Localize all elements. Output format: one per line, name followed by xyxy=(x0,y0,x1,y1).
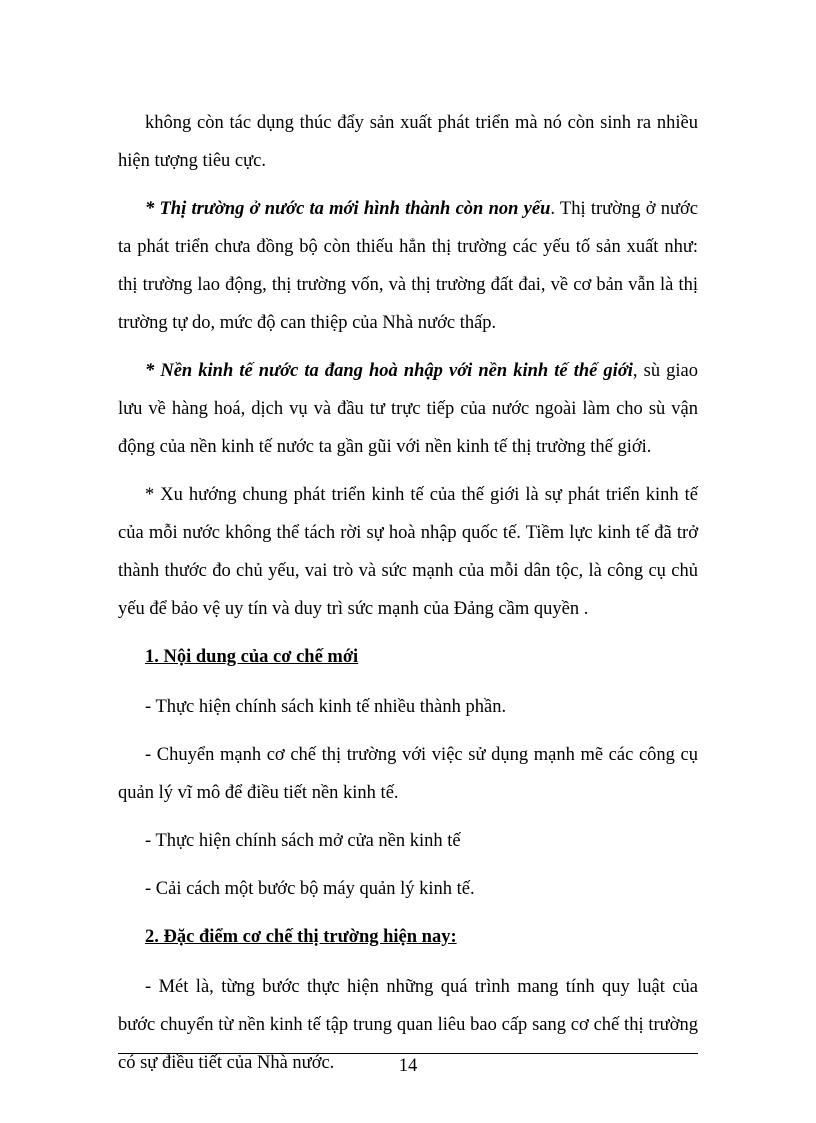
list-item: - Chuyển mạnh cơ chế thị trường với việc sử dụng mạnh mẽ các công cụ quản lý vĩ mô để điều tiết nền kinh tế. xyxy=(118,745,698,803)
paragraph-market-immature xyxy=(118,190,698,342)
emphasis-market-immature: * Thị trường ở nước ta mới hình thành còn non yếu xyxy=(145,199,551,219)
paragraph-market-immature-text: . Thị trường ở nước ta phát triển chưa đồng bộ còn thiếu hẳn thị trường các yếu tố sản xuất như: thị trường lao động, thị trường vốn, và thị trường đất đai, về cơ bản vẫn là thị trường tự do, mức độ can thiệp của Nhà nước thấp. xyxy=(118,199,698,333)
paragraph-continuation: không còn tác dụng thúc đẩy sản xuất phát triển mà nó còn sinh ra nhiều hiện tượng tiêu cực. xyxy=(118,113,698,171)
document-body xyxy=(118,104,698,1092)
paragraph-economy-integration-text: , sù giao lưu về hàng hoá, dịch vụ và đầu tư trực tiếp của nước ngoài làm cho sù vận động của nền kinh tế nước ta gần gũi với nền kinh tế thị trường thế giới. xyxy=(118,361,698,457)
list-item: - Thực hiện chính sách kinh tế nhiều thành phần. xyxy=(145,697,507,717)
emphasis-economy-integration: * Nền kinh tế nước ta đang hoà nhập với nền kinh tế thế giới xyxy=(145,361,633,381)
list-item: - Mét là, từng bước thực hiện những quá trình mang tính quy luật của bước chuyển từ nền kinh tế tập trung quan liêu bao cấp sang cơ chế thị trường có sự điều tiết của Nhà nước. xyxy=(118,977,698,1073)
paragraph-global-trend: * Xu hướng chung phát triển kinh tế của thế giới là sự phát triển kinh tế của mỗi nước không thể tách rời sự hoà nhập quốc tế. Tiềm lực kinh tế đã trở thành thước đo chủ yếu, vai trò và sức mạnh của mỗi dân tộc, là công cụ chủ yếu để bảo vệ uy tín và duy trì sức mạnh của Đảng cầm quyền . xyxy=(118,485,698,619)
section-heading-market-characteristics: 2. Đặc điểm cơ chế thị trường hiện nay: xyxy=(145,927,457,947)
list-item: - Cải cách một bước bộ máy quản lý kinh tế. xyxy=(145,879,475,899)
list-item: - Thực hiện chính sách mở cửa nền kinh tế xyxy=(145,831,461,851)
section-heading-new-mechanism: 1. Nội dung của cơ chế mới xyxy=(145,647,359,667)
paragraph-economy-integration xyxy=(118,352,698,466)
page-number: 14 xyxy=(398,1056,418,1076)
